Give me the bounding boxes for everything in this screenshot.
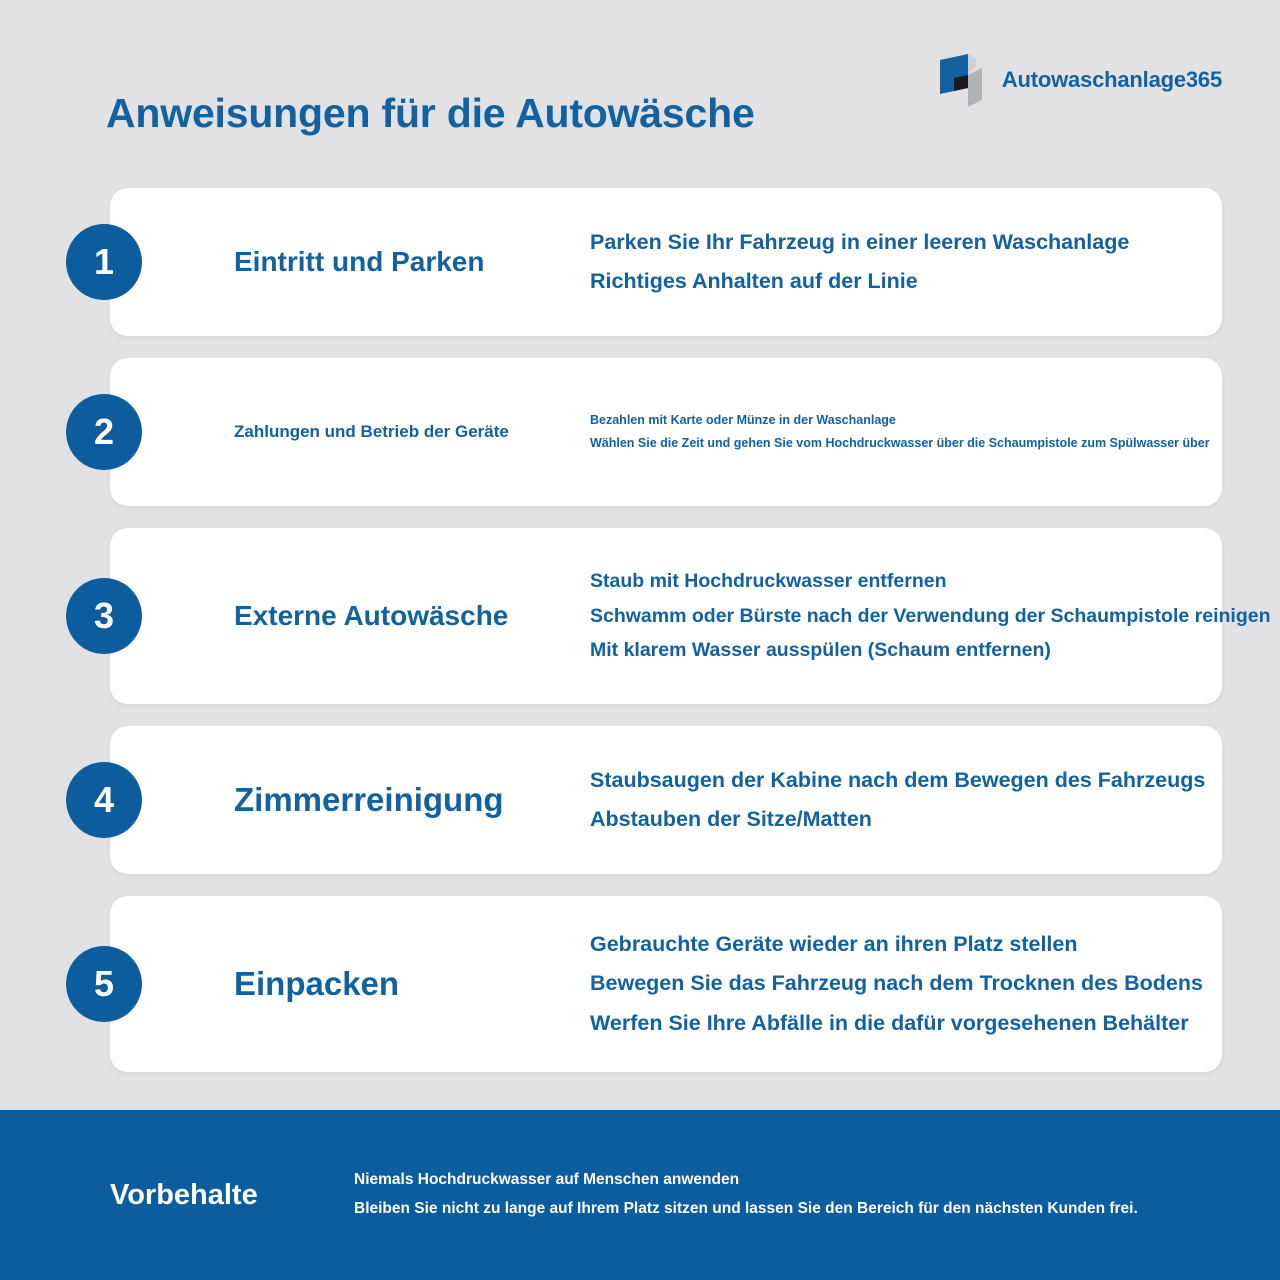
step-title-5: Einpacken <box>234 965 400 1002</box>
footer-description-line: Bleiben Sie nicht zu lange auf Ihrem Platz sitzen und lassen Sie den Bereich für den nächsten Kunden frei. <box>354 1200 1138 1217</box>
step-card-1 <box>93 188 1222 336</box>
step-number-badge-5: 5 <box>66 946 142 1022</box>
step-title-2: Zahlungen und Betrieb der Geräte <box>234 422 509 441</box>
step-title-1: Eintritt und Parken <box>234 246 485 277</box>
step-description-line: Bewegen Sie das Fahrzeug nach dem Trocknen des Bodens <box>590 971 1203 996</box>
footer-description-line: Niemals Hochdruckwasser auf Menschen anwenden <box>354 1171 740 1189</box>
step-number-badge-2: 2 <box>66 394 142 470</box>
step-number-badge-3: 3 <box>66 578 142 654</box>
step-description-5 <box>590 925 1223 1042</box>
step-description-line: Mit klarem Wasser ausspülen (Schaum entfernen) <box>590 639 1051 662</box>
step-description-line: Gebrauchte Geräte wieder an ihren Platz stellen <box>590 932 1078 957</box>
step-description-3 <box>590 564 1280 668</box>
step-card-5 <box>93 896 1222 1072</box>
header <box>0 0 1280 188</box>
step-description-1 <box>590 223 1222 301</box>
step-description-line: Abstauben der Sitze/Matten <box>590 807 872 831</box>
step-description-line: Staub mit Hochdruckwasser entfernen <box>590 569 947 592</box>
step-description-line: Wählen Sie die Zeit und gehen Sie vom Hochdruckwasser über die Schaumpistole zum Spülwasser über <box>590 436 1210 450</box>
step-number-badge-1: 1 <box>66 224 142 300</box>
brand-logo <box>936 52 1222 108</box>
footer-notes <box>0 1110 1280 1280</box>
step-title-4: Zimmerreinigung <box>234 781 504 818</box>
logo-mark-icon <box>936 52 988 108</box>
step-card-2 <box>93 358 1222 506</box>
footer-title: Vorbehalte <box>110 1178 258 1211</box>
step-description-2 <box>590 409 1230 455</box>
step-description-line: Parken Sie Ihr Fahrzeug in einer leeren Waschanlage <box>590 229 1130 254</box>
step-description-line: Werfen Sie Ihre Abfälle in die dafür vorgesehenen Behälter <box>590 1010 1189 1035</box>
step-title-3: Externe Autowäsche <box>234 600 509 631</box>
step-description-4 <box>590 761 1225 839</box>
step-description-line: Richtiges Anhalten auf der Linie <box>590 269 918 293</box>
step-card-4 <box>93 726 1222 874</box>
footer-description <box>350 1166 1138 1223</box>
step-description-line: Bezahlen mit Karte oder Münze in der Waschanlage <box>590 413 896 428</box>
steps-list <box>0 188 1280 1072</box>
step-number-badge-4: 4 <box>66 762 142 838</box>
step-description-line: Schwamm oder Bürste nach der Verwendung der Schaumpistole reinigen <box>590 604 1271 627</box>
step-description-line: Staubsaugen der Kabine nach dem Bewegen des Fahrzeugs <box>590 767 1206 792</box>
step-card-3 <box>93 528 1271 704</box>
page-title: Anweisungen für die Autowäsche <box>106 90 755 136</box>
brand-name: Autowaschanlage365 <box>1001 67 1222 92</box>
